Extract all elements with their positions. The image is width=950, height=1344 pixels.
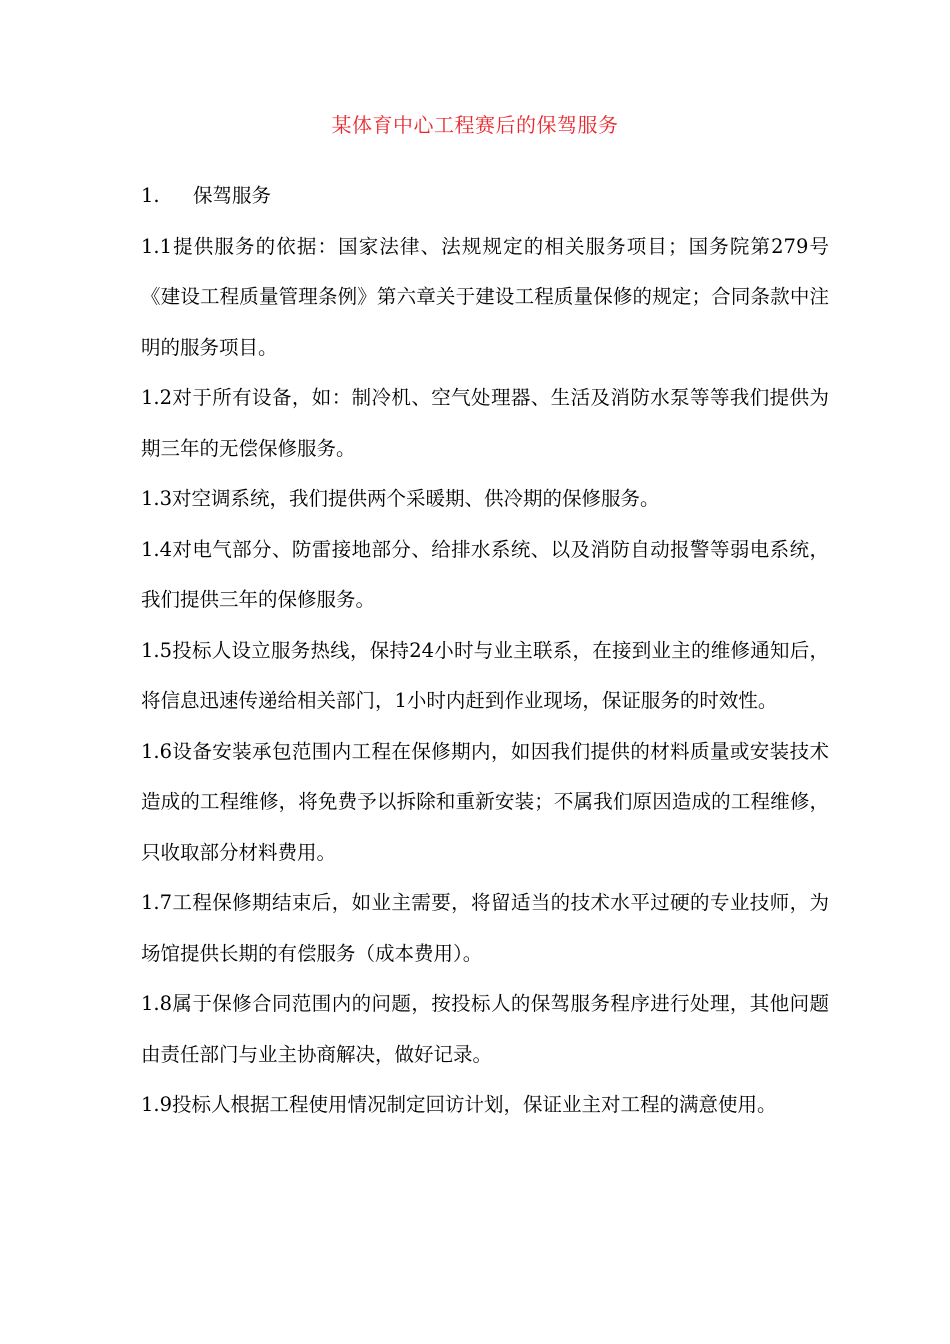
- paragraph-1-9: 1.9投标人根据工程使用情况制定回访计划，保证业主对工程的满意使用。: [141, 1093, 777, 1116]
- paragraph-1-1: 1.1提供服务的依据：国家法律、法规规定的相关服务项目；国务院第279号《建设工程质量管理条例》第六章关于建设工程质量保修的规定；合同条款中注明的服务项目。: [141, 234, 829, 359]
- document-title: 某体育中心工程赛后的保驾服务: [331, 113, 619, 137]
- paragraph-1-2: 1.2对于所有设备，如：制冷机、空气处理器、生活及消防水泵等等我们提供为期三年的无偿保修服务。: [141, 386, 829, 460]
- section-number: 1.: [141, 184, 160, 207]
- section-heading: [141, 171, 829, 222]
- paragraph-1-5: 1.5投标人设立服务热线，保持24小时与业主联系，在接到业主的维修通知后，将信息迅速传递给相关部门，1小时内赶到作业现场，保证服务的时效性。: [141, 638, 829, 712]
- paragraph-1-6: 1.6设备安装承包范围内工程在保修期内，如因我们提供的材料质量或安装技术造成的工程维修，将免费予以拆除和重新安装；不属我们原因造成的工程维修，只收取部分材料费用。: [141, 739, 829, 864]
- document-body: [141, 171, 829, 1131]
- paragraph-1-7: 1.7工程保修期结束后，如业主需要，将留适当的技术水平过硬的专业技师，为场馆提供长期的有偿服务（成本费用）。: [141, 891, 829, 965]
- section-title: 保驾服务: [193, 184, 272, 207]
- paragraph-1-3: 1.3对空调系统，我们提供两个采暖期、供冷期的保修服务。: [141, 487, 660, 510]
- paragraph-1-4: 1.4对电气部分、防雷接地部分、给排水系统、以及消防自动报警等弱电系统，我们提供三年的保修服务。: [141, 537, 829, 611]
- paragraph-1-8: 1.8属于保修合同范围内的问题，按投标人的保驾服务程序进行处理，其他问题由责任部门与业主协商解决，做好记录。: [141, 992, 829, 1066]
